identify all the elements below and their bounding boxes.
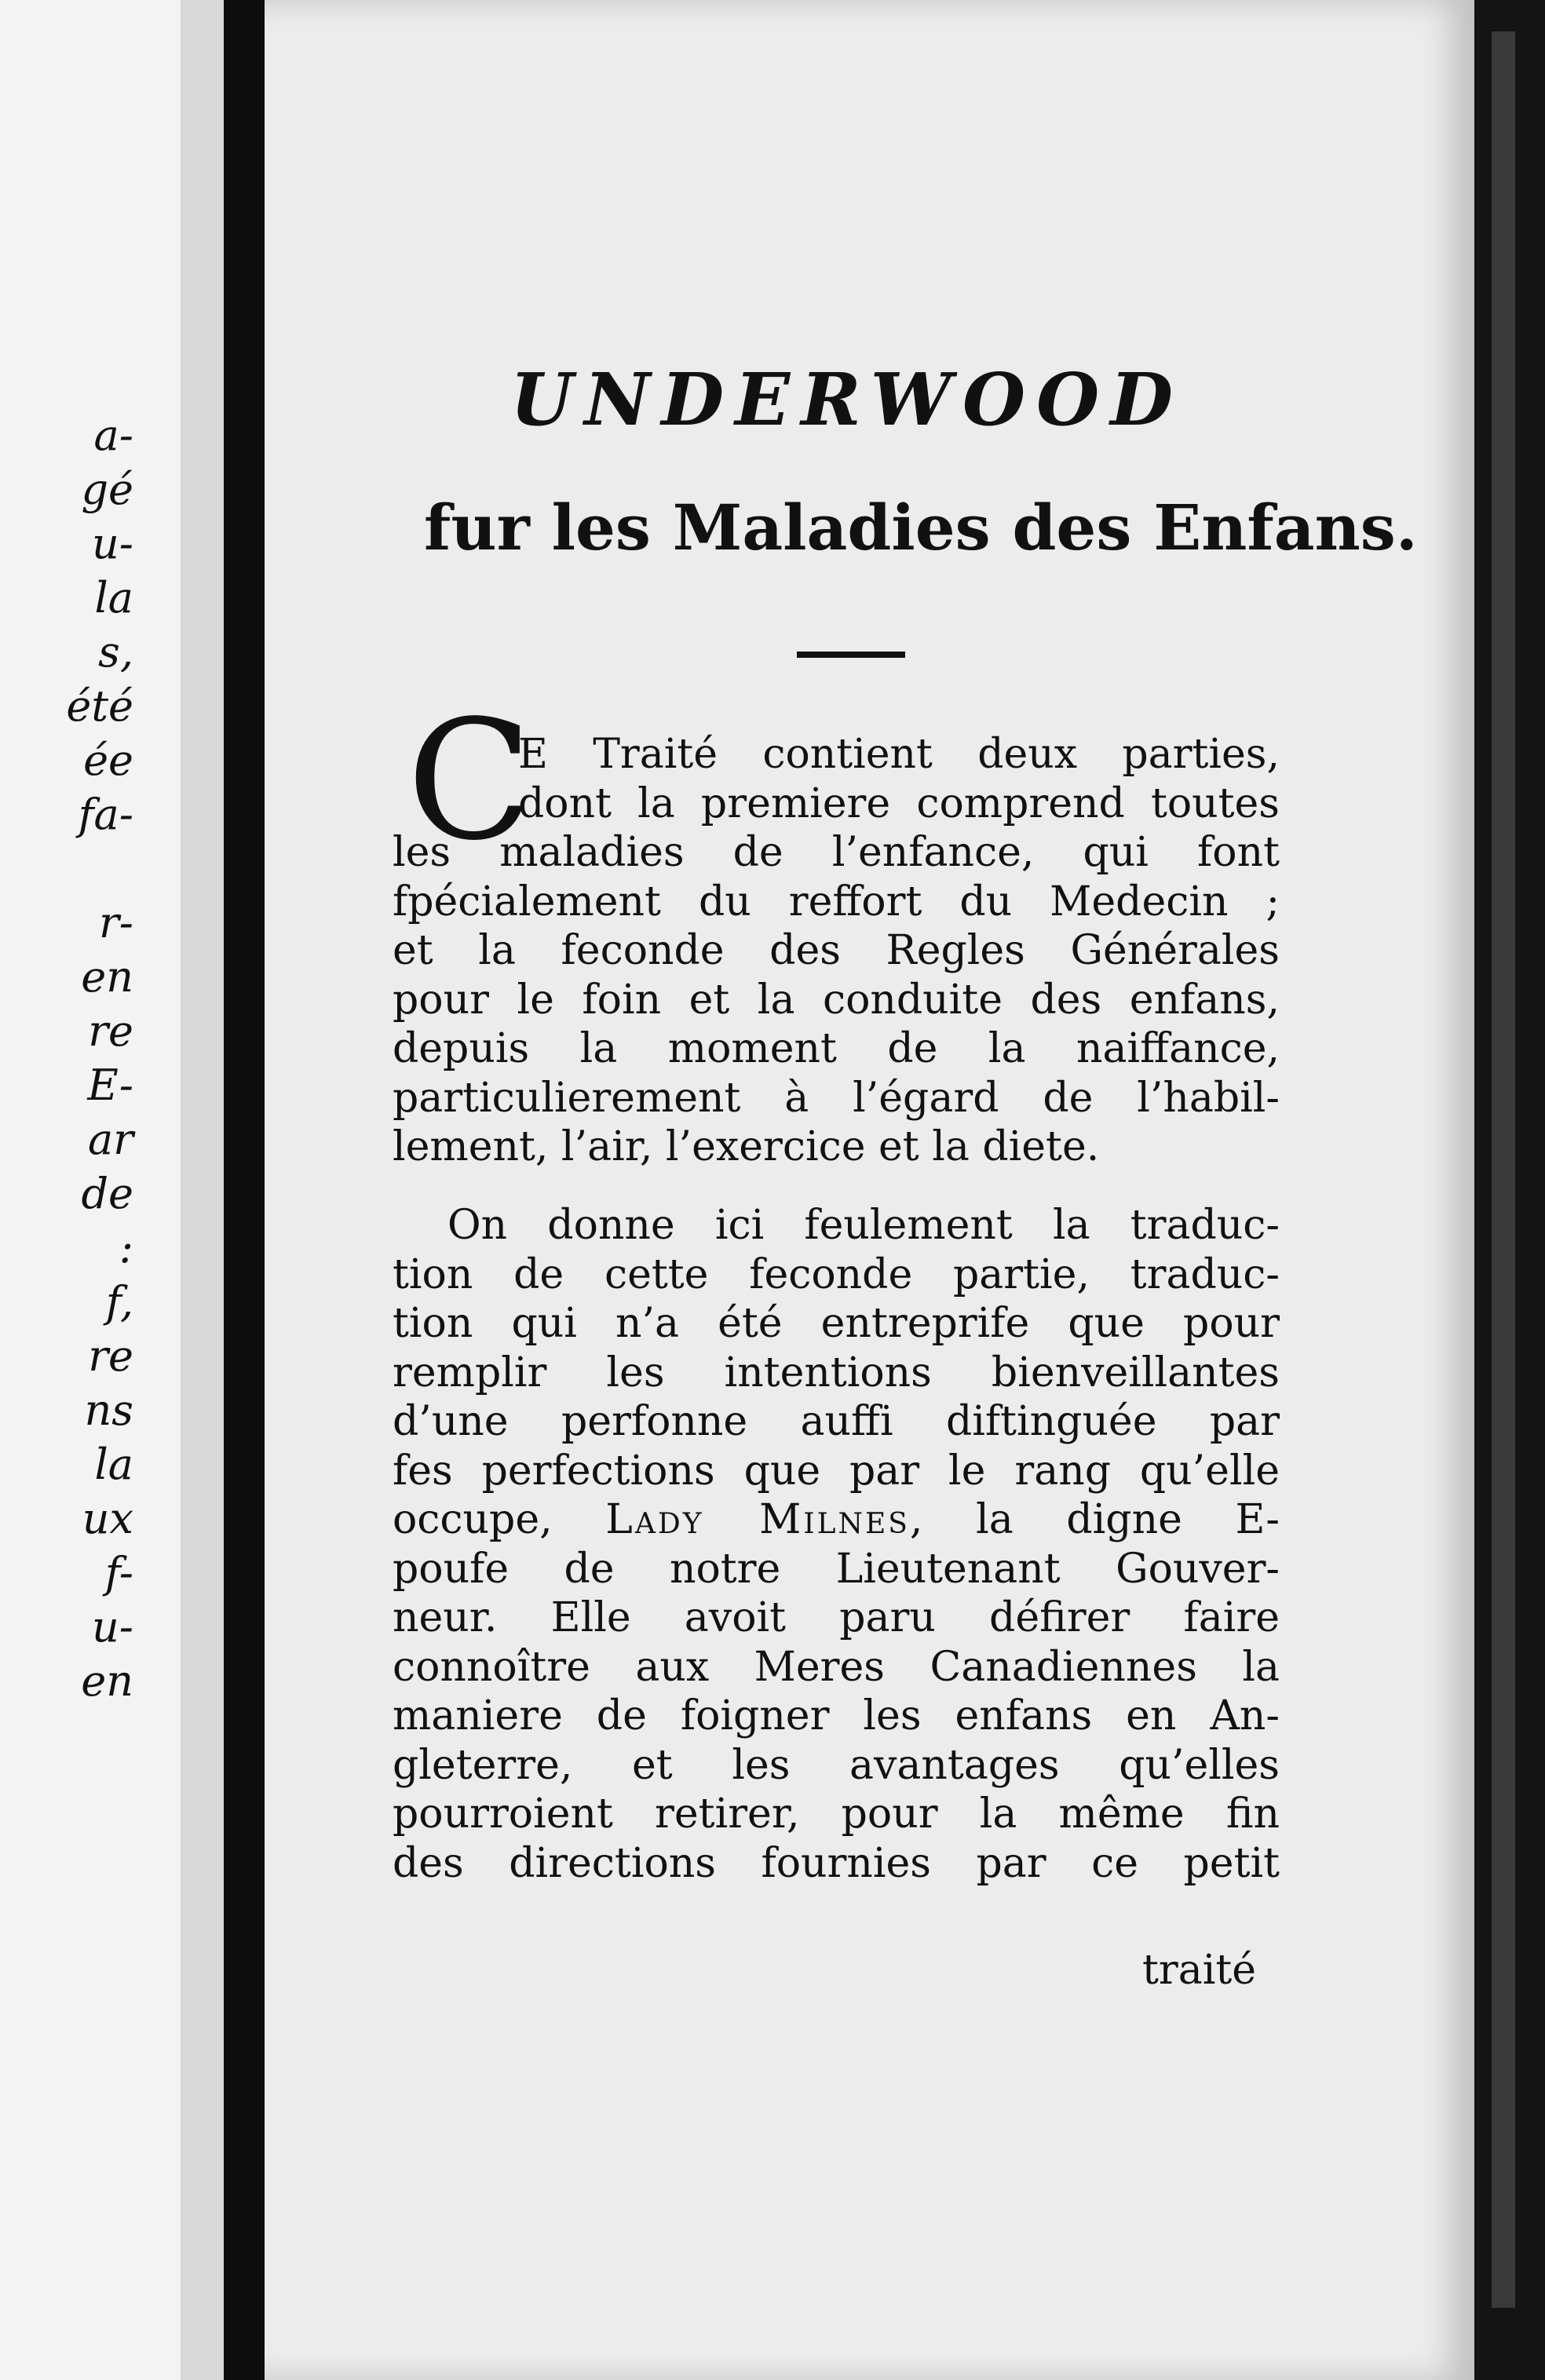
text-line: gleterre, et les avantages qu’elles bbox=[393, 1741, 1280, 1789]
right-edge-strip bbox=[1492, 31, 1515, 2308]
text-line: lement, l’air, l’exercice et la diete. bbox=[393, 1123, 1100, 1170]
left-page-line: été bbox=[66, 681, 133, 731]
left-page-line: ée bbox=[83, 736, 133, 785]
text-line: pour le foin et la conduite des enfans, bbox=[393, 976, 1280, 1024]
text-line bbox=[393, 1495, 1280, 1545]
left-page-line: la bbox=[94, 573, 133, 622]
left-page-line: re bbox=[88, 1331, 133, 1381]
left-page-line: : bbox=[119, 1223, 133, 1272]
left-page-line: de bbox=[81, 1169, 133, 1218]
left-page-line: ar bbox=[87, 1115, 133, 1164]
left-page-line: f- bbox=[104, 1548, 133, 1597]
left-page-line: gé bbox=[81, 465, 133, 514]
text-line: E Traité contient deux parties, bbox=[518, 731, 1280, 778]
text-line: des directions fournies par ce petit bbox=[393, 1839, 1280, 1887]
text-line: les maladies de l’enfance, qui font bbox=[393, 829, 1280, 876]
left-page-line: a- bbox=[93, 411, 133, 460]
left-page-line: r- bbox=[98, 898, 133, 947]
left-page-edge bbox=[181, 0, 224, 2380]
left-page-line bbox=[0, 841, 133, 896]
text-line: fes perfections que par le rang qu’elle bbox=[393, 1447, 1280, 1495]
text-line: connoître aux Meres Canadiennes la bbox=[393, 1643, 1280, 1691]
left-page-line: s, bbox=[98, 627, 133, 677]
left-page-line: ux bbox=[82, 1494, 133, 1543]
drop-cap: C bbox=[407, 684, 533, 877]
paragraph-1 bbox=[393, 730, 1280, 1172]
left-page-text bbox=[0, 408, 133, 1708]
left-page-line: ns bbox=[84, 1385, 133, 1435]
left-page-line: re bbox=[88, 1006, 133, 1056]
text-line: pourroient retirer, pour la même fin bbox=[393, 1790, 1280, 1838]
text-line: dont la premiere comprend toutes bbox=[518, 779, 1280, 827]
text-line: On donne ici feulement la traduc- bbox=[447, 1202, 1280, 1249]
page-subtitle: fur les Maladies des Enfans. bbox=[424, 491, 1418, 564]
catchword: traité bbox=[1141, 1947, 1256, 1994]
text-line: particulierement à l’égard de l’habil- bbox=[393, 1074, 1280, 1122]
text-line: neur. Elle avoit paru défirer faire bbox=[393, 1594, 1280, 1641]
left-page-line: la bbox=[94, 1440, 133, 1489]
text-line: maniere de foigner les enfans en An- bbox=[393, 1692, 1280, 1739]
left-page-line: f, bbox=[105, 1277, 133, 1327]
text-line: fpécialement du reffort du Medecin ; bbox=[393, 878, 1280, 925]
left-page-line: u- bbox=[91, 519, 133, 568]
left-page-line: E- bbox=[87, 1060, 133, 1110]
title-rule bbox=[797, 652, 905, 658]
text-line: poufe de notre Lieutenant Gouver- bbox=[393, 1545, 1280, 1593]
left-page-fragment bbox=[0, 0, 224, 2380]
text-line: tion qui n’a été entreprife que pour bbox=[393, 1300, 1280, 1347]
text-line: et la feconde des Regles Générales bbox=[393, 927, 1280, 974]
paragraph-2 bbox=[393, 1201, 1280, 1888]
left-page-line: fa- bbox=[78, 790, 133, 839]
left-page-line: u- bbox=[91, 1602, 133, 1652]
text-line: depuis la moment de la naiffance, bbox=[393, 1025, 1280, 1072]
text-line: d’une perfonne auffi diftinguée par bbox=[393, 1398, 1280, 1445]
left-page-line: en bbox=[81, 952, 133, 1002]
page-title: UNDERWOOD bbox=[510, 357, 1185, 442]
text-fragment: , la digne E- bbox=[909, 1496, 1280, 1543]
text-fragment: occupe, bbox=[393, 1496, 553, 1543]
text-line: tion de cette feconde partie, traduc- bbox=[393, 1250, 1280, 1298]
book-gutter bbox=[224, 0, 265, 2380]
person-name: Lady Milnes bbox=[605, 1496, 910, 1543]
left-page-line: en bbox=[81, 1656, 133, 1706]
text-line: remplir les intentions bienveillantes bbox=[393, 1349, 1280, 1396]
